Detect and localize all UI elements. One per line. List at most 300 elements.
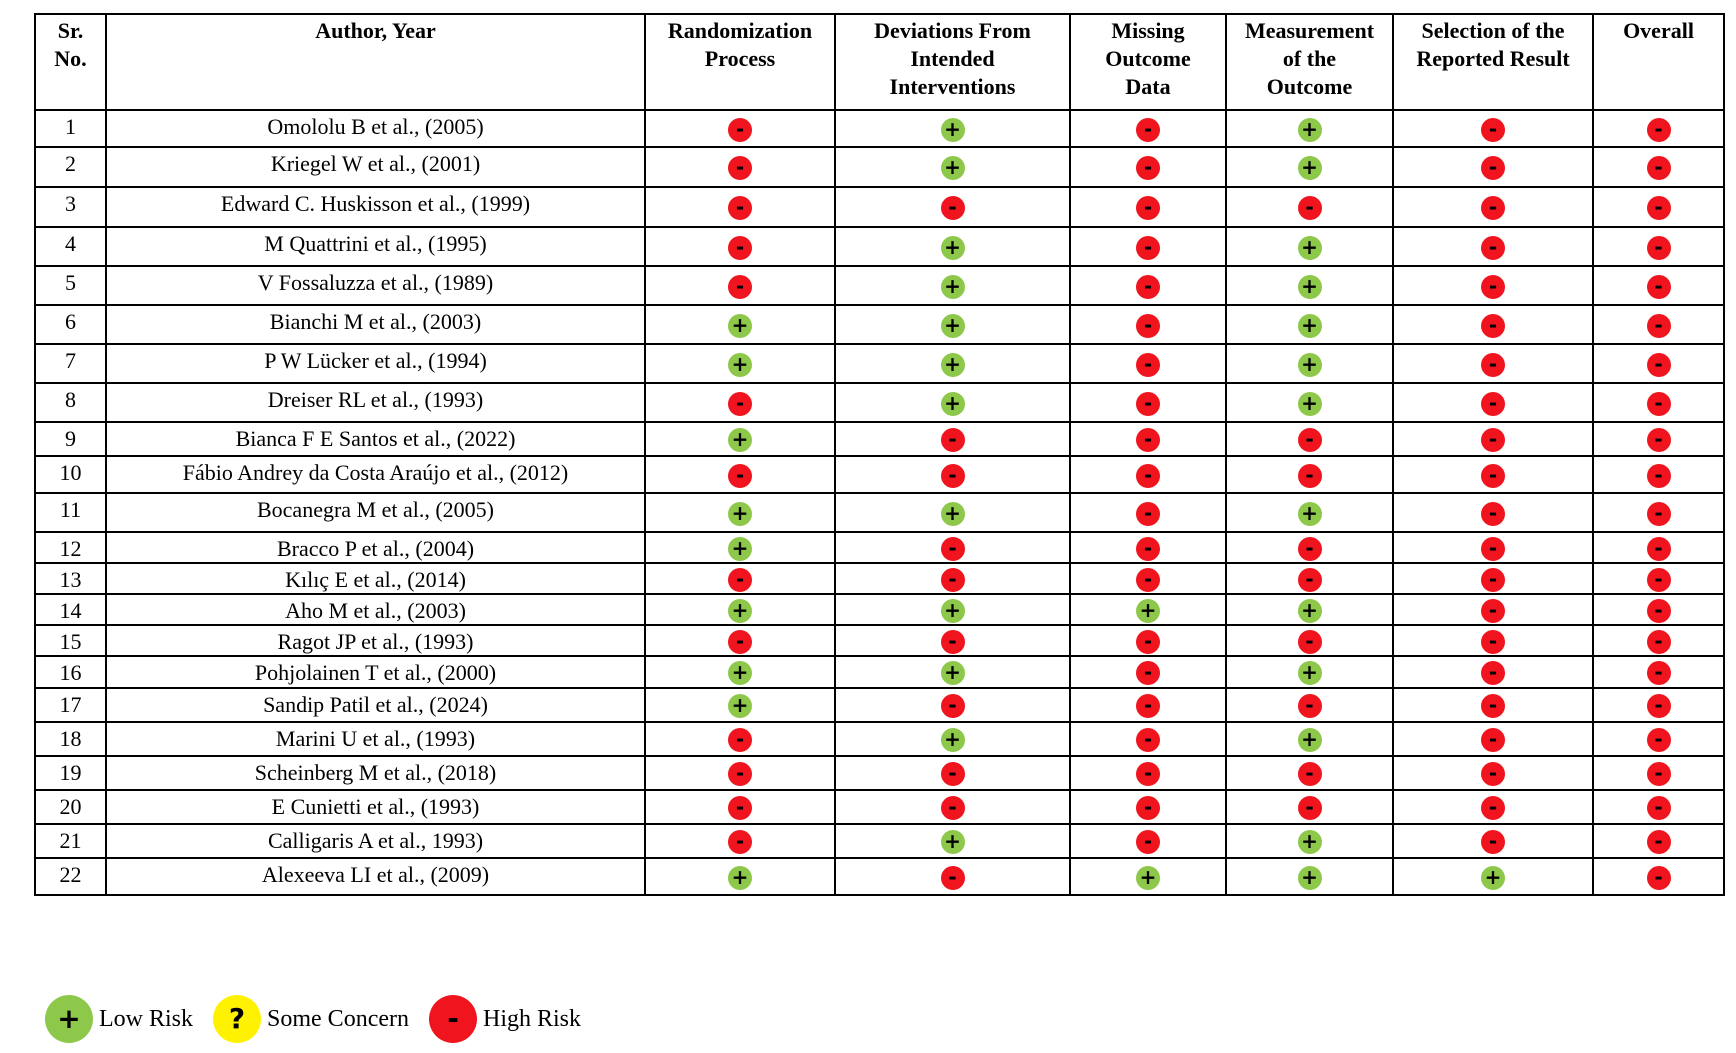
judgement-cell [1226, 187, 1393, 227]
judgement-cell [1393, 305, 1593, 344]
low-risk-icon: + [1298, 866, 1322, 890]
judgement-cell [1226, 456, 1393, 493]
judgement-cell [1226, 383, 1393, 422]
judgement-cell [1593, 756, 1724, 790]
judgement-cell [1393, 344, 1593, 383]
low-risk-icon: + [941, 275, 965, 299]
high-risk-icon: - [1136, 762, 1160, 786]
high-risk-icon: - [1481, 661, 1505, 685]
table-row [35, 147, 1724, 187]
legend-label: Low Risk [99, 1005, 194, 1032]
low-risk-icon: + [941, 502, 965, 526]
table-row [35, 756, 1724, 790]
judgement-cell [1070, 756, 1226, 790]
judgement-cell [835, 625, 1070, 656]
judgement-cell [645, 625, 835, 656]
author-year: Kriegel W et al., (2001) [106, 147, 645, 187]
judgement-cell [1593, 344, 1724, 383]
author-year: V Fossaluzza et al., (1989) [106, 266, 645, 305]
high-risk-icon: - [728, 830, 752, 854]
judgement-cell [1226, 563, 1393, 594]
judgement-cell [1226, 422, 1393, 456]
judgement-cell [1393, 858, 1593, 895]
judgement-cell [1070, 266, 1226, 305]
high-risk-icon: - [1298, 196, 1322, 220]
high-risk-icon: - [1481, 428, 1505, 452]
low-risk-icon: + [728, 661, 752, 685]
judgement-cell [1070, 227, 1226, 266]
high-risk-icon: - [941, 428, 965, 452]
high-risk-icon: - [1481, 762, 1505, 786]
row-number: 1 [35, 110, 106, 147]
high-risk-icon: - [1481, 314, 1505, 338]
high-risk-icon: - [1481, 156, 1505, 180]
judgement-cell [645, 824, 835, 858]
high-risk-icon: - [1136, 830, 1160, 854]
header-author-year: Author, Year [106, 14, 645, 110]
low-risk-icon: + [1298, 728, 1322, 752]
high-risk-icon: - [1647, 275, 1671, 299]
judgement-cell [1393, 625, 1593, 656]
high-risk-icon: - [728, 796, 752, 820]
table-row [35, 227, 1724, 266]
judgement-cell [1593, 625, 1724, 656]
row-number: 5 [35, 266, 106, 305]
row-number: 21 [35, 824, 106, 858]
judgement-cell [1393, 266, 1593, 305]
high-risk-icon: - [1136, 796, 1160, 820]
judgement-cell [1593, 563, 1724, 594]
high-risk-icon: - [1298, 630, 1322, 654]
row-number: 6 [35, 305, 106, 344]
high-risk-icon: - [1298, 568, 1322, 592]
high-risk-icon: - [1136, 630, 1160, 654]
high-risk-icon: - [941, 630, 965, 654]
author-year: Bianchi M et al., (2003) [106, 305, 645, 344]
high-risk-icon: - [1298, 428, 1322, 452]
row-number: 4 [35, 227, 106, 266]
low-risk-icon: + [1298, 599, 1322, 623]
low-risk-icon: + [941, 156, 965, 180]
judgement-cell [835, 532, 1070, 563]
table-row [35, 456, 1724, 493]
judgement-cell [1393, 656, 1593, 688]
judgement-cell [645, 266, 835, 305]
low-risk-icon: + [728, 428, 752, 452]
judgement-cell [1593, 147, 1724, 187]
judgement-cell [1226, 305, 1393, 344]
header-measurement: Measurement of the Outcome [1226, 14, 1393, 110]
high-risk-icon: - [1481, 275, 1505, 299]
judgement-cell [835, 493, 1070, 532]
low-risk-icon: + [1298, 118, 1322, 142]
judgement-cell [835, 266, 1070, 305]
judgement-cell [1070, 790, 1226, 824]
high-risk-icon: - [728, 156, 752, 180]
high-risk-icon: - [1481, 796, 1505, 820]
author-year: Aho M et al., (2003) [106, 594, 645, 625]
high-risk-icon: - [1136, 392, 1160, 416]
judgement-cell [835, 563, 1070, 594]
low-risk-icon: + [1298, 275, 1322, 299]
table-row [35, 594, 1724, 625]
table-row [35, 688, 1724, 722]
low-risk-icon: + [1298, 314, 1322, 338]
high-risk-icon: - [1647, 866, 1671, 890]
judgement-cell [645, 147, 835, 187]
high-risk-icon: - [1136, 537, 1160, 561]
high-risk-icon: - [1136, 728, 1160, 752]
high-risk-icon: - [728, 275, 752, 299]
author-year: Dreiser RL et al., (1993) [106, 383, 645, 422]
low-risk-icon: + [1298, 830, 1322, 854]
judgement-cell [645, 187, 835, 227]
judgement-cell [1393, 790, 1593, 824]
judgement-cell [645, 532, 835, 563]
low-risk-icon: + [1298, 353, 1322, 377]
high-risk-icon: - [1136, 502, 1160, 526]
judgement-cell [645, 594, 835, 625]
low-risk-icon: + [941, 661, 965, 685]
high-risk-icon: - [1298, 464, 1322, 488]
judgement-cell [1393, 187, 1593, 227]
judgement-cell [1226, 344, 1393, 383]
judgement-cell [1070, 344, 1226, 383]
judgement-cell [1070, 493, 1226, 532]
header-selection: Selection of the Reported Result [1393, 14, 1593, 110]
judgement-cell [1593, 688, 1724, 722]
row-number: 3 [35, 187, 106, 227]
judgement-cell [1070, 383, 1226, 422]
judgement-cell [1593, 227, 1724, 266]
row-number: 13 [35, 563, 106, 594]
judgement-cell [645, 305, 835, 344]
high-risk-icon: - [1647, 830, 1671, 854]
legend-label: High Risk [483, 1005, 582, 1032]
table-row [35, 722, 1724, 756]
judgement-cell [645, 563, 835, 594]
row-number: 12 [35, 532, 106, 563]
judgement-cell [1593, 858, 1724, 895]
row-number: 10 [35, 456, 106, 493]
judgement-cell [1226, 858, 1393, 895]
high-risk-icon: - [1647, 599, 1671, 623]
judgement-cell [645, 110, 835, 147]
high-risk-icon: - [728, 118, 752, 142]
judgement-cell [1226, 824, 1393, 858]
low-risk-icon: + [1481, 866, 1505, 890]
high-risk-icon: - [1647, 537, 1671, 561]
judgement-cell [1226, 656, 1393, 688]
low-risk-icon: + [728, 694, 752, 718]
row-number: 11 [35, 493, 106, 532]
risk-of-bias-table [34, 13, 1725, 896]
low-risk-icon: + [1298, 661, 1322, 685]
low-risk-icon: + [941, 314, 965, 338]
judgement-cell [1070, 858, 1226, 895]
judgement-cell [835, 456, 1070, 493]
judgement-cell [1070, 625, 1226, 656]
header-missing-data: Missing Outcome Data [1070, 14, 1226, 110]
judgement-cell [1393, 756, 1593, 790]
row-number: 19 [35, 756, 106, 790]
judgement-cell [1226, 227, 1393, 266]
table-row [35, 422, 1724, 456]
judgement-cell [835, 756, 1070, 790]
high-risk-icon: - [941, 464, 965, 488]
row-number: 9 [35, 422, 106, 456]
judgement-cell [645, 456, 835, 493]
table-row [35, 563, 1724, 594]
judgement-cell [835, 594, 1070, 625]
judgement-cell [835, 858, 1070, 895]
judgement-cell [1226, 266, 1393, 305]
high-risk-icon: - [1298, 796, 1322, 820]
high-risk-icon: - [1136, 428, 1160, 452]
high-risk-icon: - [1647, 392, 1671, 416]
judgement-cell [1226, 110, 1393, 147]
author-year: E Cunietti et al., (1993) [106, 790, 645, 824]
author-year: Scheinberg M et al., (2018) [106, 756, 645, 790]
high-risk-icon: - [1647, 762, 1671, 786]
table-row [35, 656, 1724, 688]
judgement-cell [1593, 305, 1724, 344]
high-risk-icon: - [1647, 314, 1671, 338]
high-risk-icon: - [1136, 236, 1160, 260]
high-risk-icon: - [1647, 661, 1671, 685]
judgement-cell [1593, 383, 1724, 422]
high-risk-icon: - [1647, 694, 1671, 718]
judgement-cell [1226, 493, 1393, 532]
judgement-cell [645, 422, 835, 456]
judgement-cell [835, 688, 1070, 722]
row-number: 20 [35, 790, 106, 824]
high-risk-icon: - [1647, 196, 1671, 220]
judgement-cell [1226, 790, 1393, 824]
judgement-cell [645, 656, 835, 688]
judgement-cell [1393, 532, 1593, 563]
judgement-cell [1593, 722, 1724, 756]
table-row [35, 790, 1724, 824]
row-number: 2 [35, 147, 106, 187]
judgement-cell [1593, 824, 1724, 858]
author-year: Bracco P et al., (2004) [106, 532, 645, 563]
high-risk-icon: - [728, 630, 752, 654]
table-row [35, 625, 1724, 656]
table-row [35, 858, 1724, 895]
high-risk-icon: - [1481, 353, 1505, 377]
high-risk-icon: - [1481, 830, 1505, 854]
table-row [35, 266, 1724, 305]
judgement-cell [1393, 722, 1593, 756]
high-risk-icon: - [941, 537, 965, 561]
judgement-cell [835, 383, 1070, 422]
author-year: Edward C. Huskisson et al., (1999) [106, 187, 645, 227]
row-number: 18 [35, 722, 106, 756]
table-row [35, 824, 1724, 858]
low-risk-icon: + [728, 866, 752, 890]
high-risk-icon: - [1136, 661, 1160, 685]
judgement-cell [1593, 110, 1724, 147]
judgement-cell [1393, 110, 1593, 147]
low-risk-icon: + [941, 599, 965, 623]
table-row [35, 110, 1724, 147]
low-risk-icon: + [941, 830, 965, 854]
high-risk-icon: - [1481, 728, 1505, 752]
judgement-cell [1226, 625, 1393, 656]
low-risk-icon: + [728, 537, 752, 561]
low-risk-icon: + [728, 314, 752, 338]
low-risk-icon: + [1298, 502, 1322, 526]
high-risk-icon: - [1136, 464, 1160, 488]
author-year: Fábio Andrey da Costa Araújo et al., (2012) [106, 456, 645, 493]
high-risk-icon: - [1481, 502, 1505, 526]
header-row [35, 14, 1724, 110]
high-risk-icon: - [941, 196, 965, 220]
judgement-cell [835, 656, 1070, 688]
high-risk-icon: - [941, 762, 965, 786]
high-risk-icon: - [941, 568, 965, 592]
table-body [35, 110, 1724, 895]
some-concern-icon: ? [213, 995, 261, 1043]
judgement-cell [1070, 688, 1226, 722]
high-risk-icon: - [1298, 537, 1322, 561]
table-row [35, 344, 1724, 383]
author-year: M Quattrini et al., (1995) [106, 227, 645, 266]
high-risk-icon: - [1298, 762, 1322, 786]
low-risk-icon: + [728, 353, 752, 377]
judgement-cell [1070, 824, 1226, 858]
high-risk-icon: - [1481, 118, 1505, 142]
high-risk-icon: - [1481, 196, 1505, 220]
judgement-cell [1393, 147, 1593, 187]
high-risk-icon: - [1481, 236, 1505, 260]
judgement-cell [1393, 456, 1593, 493]
high-risk-icon: - [1647, 502, 1671, 526]
judgement-cell [1593, 790, 1724, 824]
high-risk-icon: - [1136, 314, 1160, 338]
judgement-cell [1593, 187, 1724, 227]
high-risk-icon: - [728, 236, 752, 260]
high-risk-icon: - [728, 392, 752, 416]
row-number: 8 [35, 383, 106, 422]
high-risk-icon: - [728, 728, 752, 752]
legend-item-high [429, 995, 581, 1043]
judgement-cell [1393, 563, 1593, 594]
author-year: Marini U et al., (1993) [106, 722, 645, 756]
low-risk-icon: + [1298, 156, 1322, 180]
high-risk-icon: - [1481, 630, 1505, 654]
header-deviations: Deviations From Intended Interventions [835, 14, 1070, 110]
low-risk-icon: + [1298, 236, 1322, 260]
author-year: Sandip Patil et al., (2024) [106, 688, 645, 722]
legend [45, 994, 601, 1044]
judgement-cell [645, 756, 835, 790]
author-year: Bocanegra M et al., (2005) [106, 493, 645, 532]
judgement-cell [645, 858, 835, 895]
high-risk-icon: - [1481, 694, 1505, 718]
table-row [35, 187, 1724, 227]
judgement-cell [1070, 187, 1226, 227]
high-risk-icon: - [941, 866, 965, 890]
judgement-cell [645, 688, 835, 722]
judgement-cell [1593, 493, 1724, 532]
judgement-cell [1593, 266, 1724, 305]
judgement-cell [1593, 656, 1724, 688]
high-risk-icon: - [1647, 118, 1671, 142]
header-overall: Overall [1593, 14, 1724, 110]
judgement-cell [1070, 532, 1226, 563]
author-year: Ragot JP et al., (1993) [106, 625, 645, 656]
judgement-cell [1226, 688, 1393, 722]
judgement-cell [645, 227, 835, 266]
judgement-cell [1393, 493, 1593, 532]
row-number: 15 [35, 625, 106, 656]
high-risk-icon: - [429, 995, 477, 1043]
high-risk-icon: - [728, 568, 752, 592]
judgement-cell [645, 383, 835, 422]
row-number: 17 [35, 688, 106, 722]
high-risk-icon: - [1481, 464, 1505, 488]
author-year: Omololu B et al., (2005) [106, 110, 645, 147]
judgement-cell [1393, 422, 1593, 456]
header-sr-no: Sr. No. [35, 14, 106, 110]
high-risk-icon: - [1647, 428, 1671, 452]
judgement-cell [835, 824, 1070, 858]
low-risk-icon: + [728, 599, 752, 623]
judgement-cell [835, 790, 1070, 824]
low-risk-icon: + [728, 502, 752, 526]
high-risk-icon: - [1481, 599, 1505, 623]
high-risk-icon: - [1647, 464, 1671, 488]
judgement-cell [835, 147, 1070, 187]
legend-item-concern [213, 995, 409, 1043]
judgement-cell [645, 722, 835, 756]
judgement-cell [835, 227, 1070, 266]
legend-label: Some Concern [267, 1005, 409, 1032]
judgement-cell [835, 187, 1070, 227]
high-risk-icon: - [1481, 392, 1505, 416]
table-row [35, 383, 1724, 422]
judgement-cell [1070, 594, 1226, 625]
judgement-cell [1070, 456, 1226, 493]
judgement-cell [645, 344, 835, 383]
high-risk-icon: - [1647, 796, 1671, 820]
judgement-cell [1226, 147, 1393, 187]
judgement-cell [835, 305, 1070, 344]
row-number: 7 [35, 344, 106, 383]
judgement-cell [835, 110, 1070, 147]
high-risk-icon: - [1647, 156, 1671, 180]
low-risk-icon: + [941, 236, 965, 260]
judgement-cell [835, 344, 1070, 383]
judgement-cell [1593, 456, 1724, 493]
low-risk-icon: + [1136, 866, 1160, 890]
judgement-cell [1070, 656, 1226, 688]
judgement-cell [1070, 722, 1226, 756]
high-risk-icon: - [1647, 353, 1671, 377]
high-risk-icon: - [1136, 568, 1160, 592]
low-risk-icon: + [1298, 392, 1322, 416]
high-risk-icon: - [941, 694, 965, 718]
high-risk-icon: - [1136, 156, 1160, 180]
judgement-cell [835, 722, 1070, 756]
judgement-cell [1070, 147, 1226, 187]
table-row [35, 493, 1724, 532]
high-risk-icon: - [1481, 537, 1505, 561]
judgement-cell [1226, 532, 1393, 563]
high-risk-icon: - [1136, 694, 1160, 718]
